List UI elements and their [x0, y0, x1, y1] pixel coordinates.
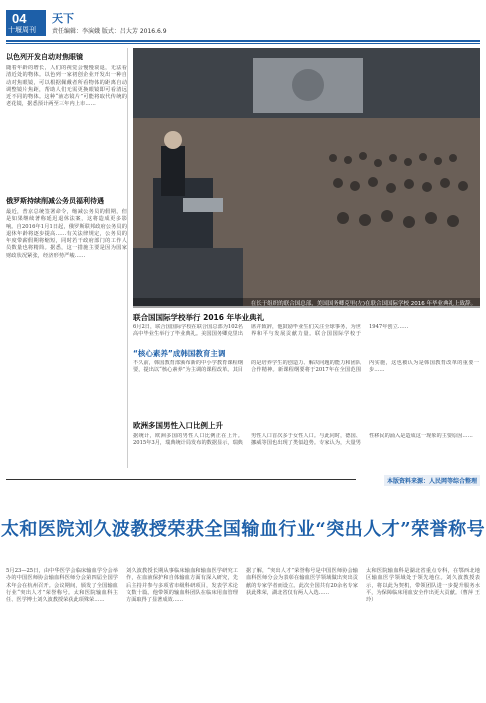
sources-bar	[6, 475, 480, 485]
publication-name: 十堰周刊	[8, 26, 36, 34]
article3-title: 欧洲多国男性入口比例上升	[133, 421, 223, 430]
bottom-col-4: 太和医院输血科是湖北省重点专科，在鄂西北地区输血医学领域处于领先地位。刘久波教授表示，将以此为契机，带领团队进一步提升服务水平，为保障临床用血安全作出更大贡献。（曹萍 王玲）	[366, 568, 480, 604]
photo-illustration	[133, 48, 480, 306]
sources-rule	[6, 479, 356, 480]
header-rule-thin	[6, 43, 480, 44]
photo-caption: 在长于组织的联合国总部，美国国务卿克里(左)在联合国国际学校 2016 年毕业典礼上致辞。	[133, 298, 480, 308]
left-para-1: 随着年龄的增长，人们的视觉会慢慢衰退，无法看清近处的物体。以色列一家初创企业开发出一种自动对焦眼镜，可以根据佩戴者所看物体的距离自动调整镜片焦距，帮助人们无需更换眼镜即可看清远近不同的物体。这种“液态镜片”可能将取代传统的老花镜，据悉预计两至三年内上市……	[6, 65, 127, 108]
left-column	[6, 48, 128, 468]
left-para-2: 最近，普京总统签署命令，缩减公务员的假期，但是如果继续著称延迟退休法案，这将造成更多影响。自2016年1月1日起，俄罗斯联邦政府公务员的退休年龄将逐步提高……有关法律规定，公务员的年度带薪假期将缩短，同时若干政府部门的工作人员数量也将精简。据悉，这一措施主要是因为国家财政状况紧张，经济形势严峻……	[6, 209, 127, 259]
article2-title: “核心素养”成韩国教育主调	[133, 349, 226, 358]
header-rule	[6, 40, 480, 42]
editor-meta: 责任编辑：李演娥 版式：吕大芳 2016.6.9	[52, 28, 167, 35]
page-number: 04	[12, 11, 27, 26]
article2-body: 不久前，韩国教育部颁布新的中小学教育课程纲要，提出以“核心素养”为主调的课程改革。其目的是培养学生的创造力、解决问题的能力和团队合作精神。新课程纲要将于2017年在全国范围内实施，这也被认为是韩国教育改革的重要一步……	[133, 360, 479, 374]
left-heading-2: 俄罗斯持续削减公务员福利待遇	[6, 197, 104, 205]
bottom-col-3: 据了解，“突出人才”荣誉称号是中国医师协会输血科医师分会为表彰在输血医学领域做出突出贡献的专家学者而设立。此次全国共有20余名专家获此殊荣，湖北省仅有两人入选……	[246, 568, 358, 596]
section-title: 天下	[52, 12, 74, 25]
bottom-col-2: 刘久波教授长期从事临床输血和输血医学研究工作，在血液保护和自体输血方面有深入研究，先后主持并参与多项省市级科研项目，发表学术论文数十篇。他带领的输血科团队在临床用血管理方面取得了显著成效……	[126, 568, 238, 604]
left-heading-1: 以色列开发自动对焦眼镜	[6, 53, 83, 61]
conference-photo	[133, 48, 480, 306]
article1-body: 6月2日，联合国国际学校在联合国总部为102名高中毕业生举行了毕业典礼。美国国务卿克里出席并致辞，他鼓励毕业生们关注全球事务，为世界和平与发展贡献力量。联合国国际学校于1947年创立……	[133, 324, 409, 338]
article1-title: 联合国国际学校举行 2016 年毕业典礼	[133, 313, 265, 322]
article3-body: 据统计，欧洲多国的男性人口比例正在上升。2015年3月，瑞典统计局发布的数据显示，瑞典男性人口首次多于女性人口。与此同时，德国、挪威等国也出现了类似趋势。专家认为，大量男性移民的涌入是造成这一现象的主要原因……	[133, 433, 473, 447]
page-badge	[6, 10, 46, 36]
bottom-headline: 太和医院刘久波教授荣获全国输血行业“突出人才”荣誉称号	[0, 519, 486, 540]
page-header	[0, 0, 486, 40]
sources-tag: 本版资料来源：人民网等综合整理	[384, 475, 480, 486]
bottom-col-1: 5月23—25日，由中华医学会临床输血学分会举办的中国医师协会输血科医师分会第四届全国学术年会在杭州召开。会议期间，颁发了全国输血行业“突出人才”荣誉称号。太和医院输血科主任、医学博士刘久波教授荣获此项殊荣……	[6, 568, 118, 604]
